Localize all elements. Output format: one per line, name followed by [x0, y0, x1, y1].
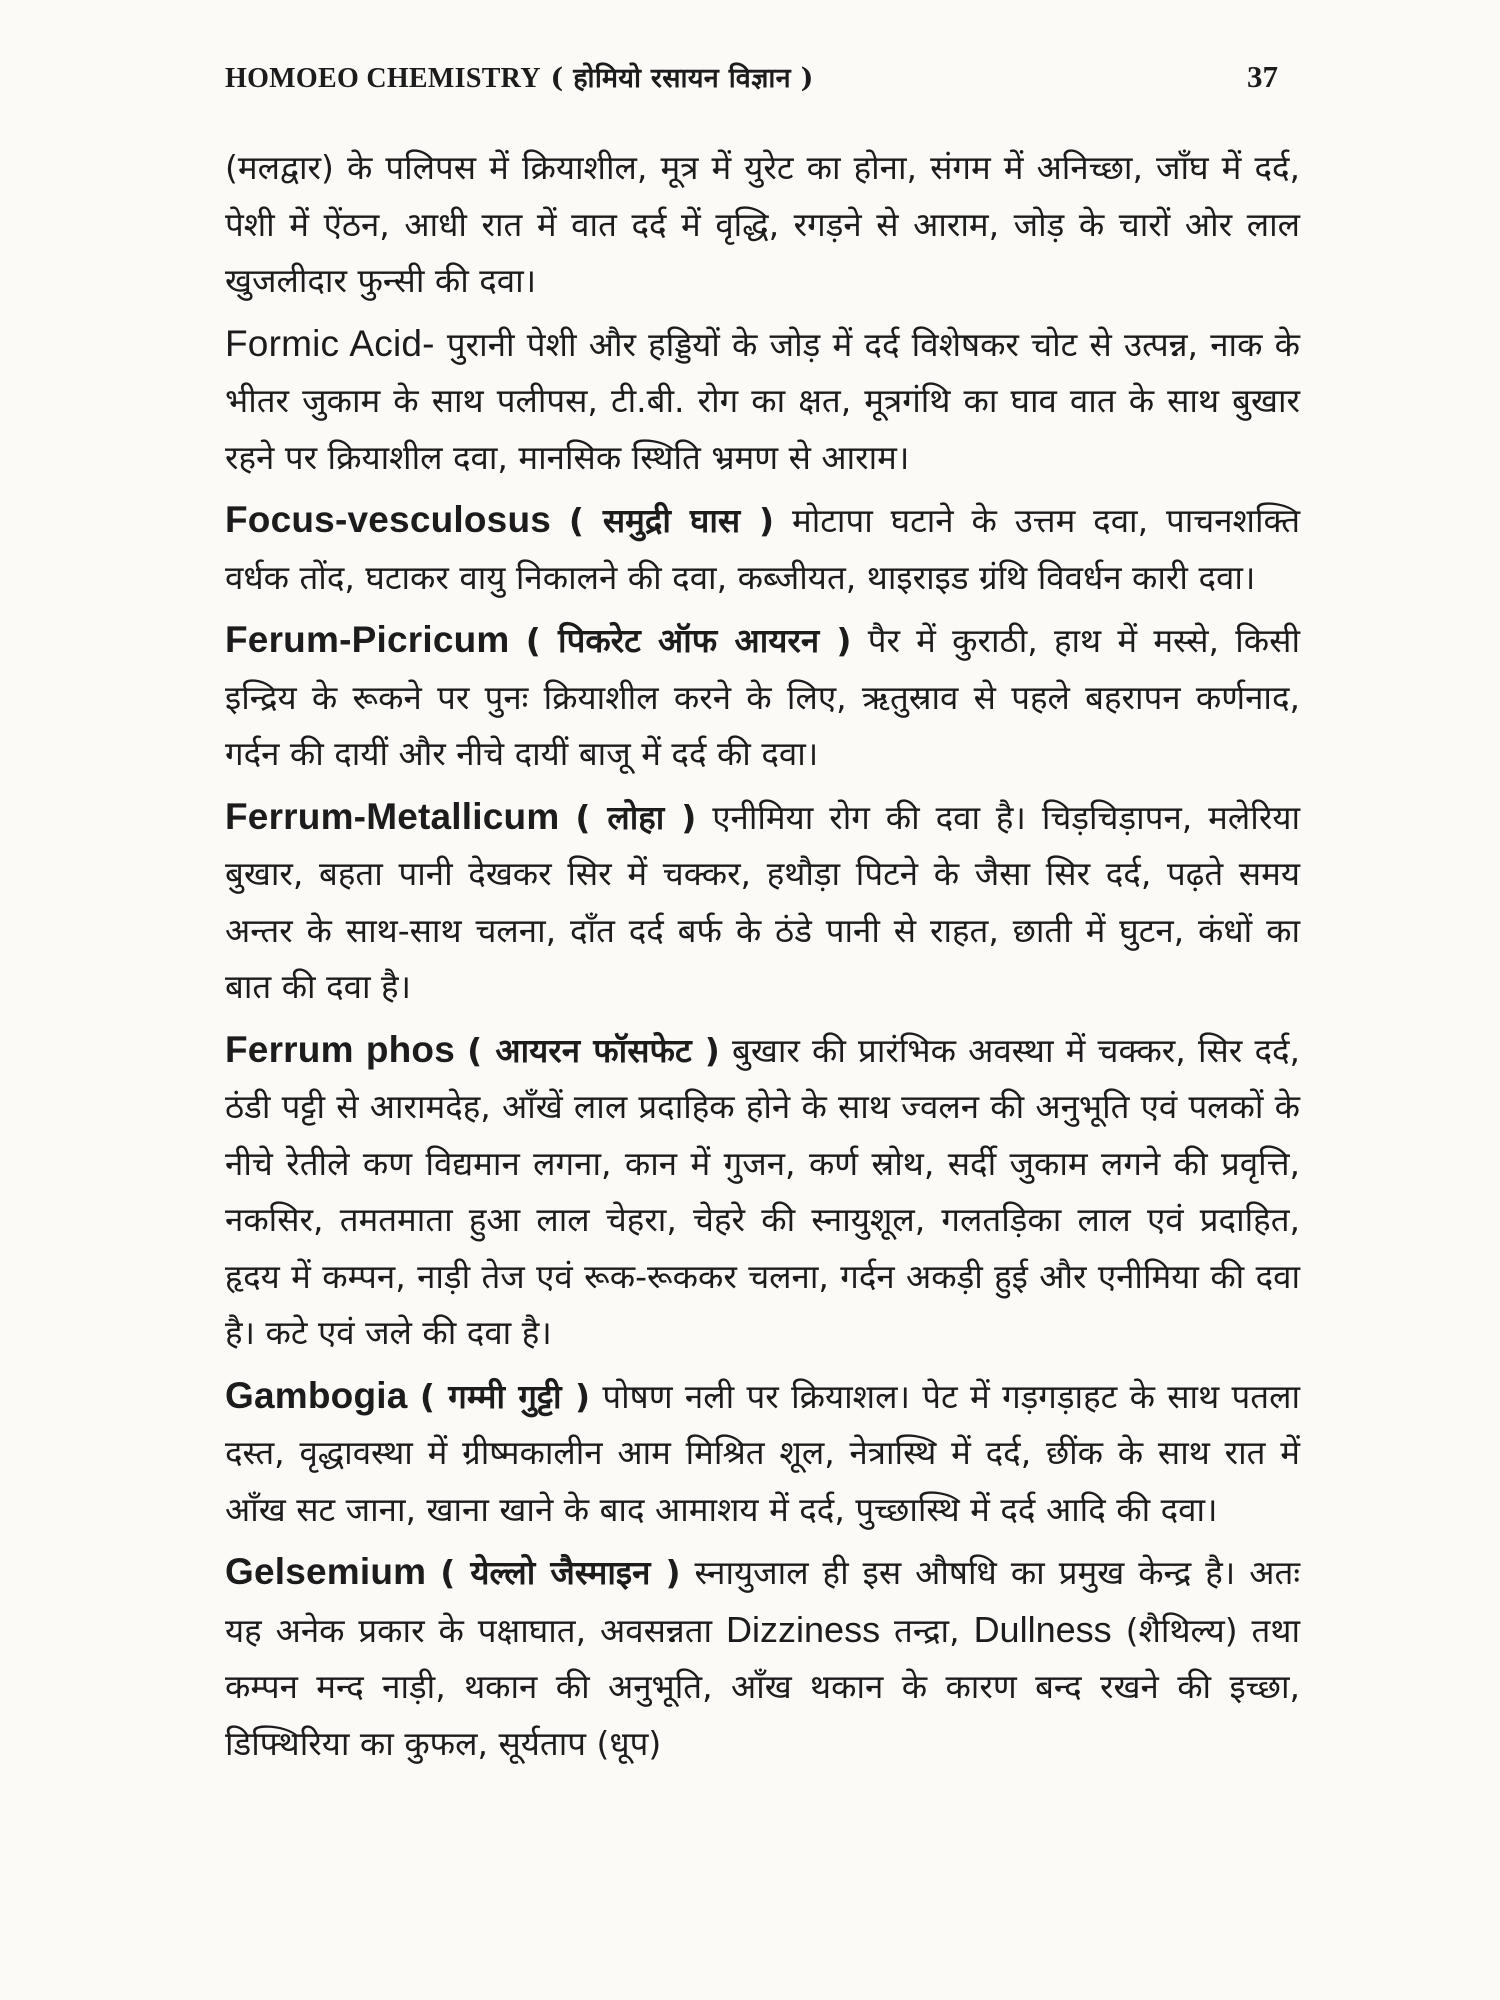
entry-text: बुखार की प्रारंभिक अवस्था में चक्कर, सिर दर्द, ठंडी पट्टी से आरामदेह, आँखें लाल प्रदाहिक होने के साथ ज्वलन की अनुभूति एवं पलकों के नीचे रेतीले कण विद्यमान लगना, कान में गुजन, कर्ण स्रोथ, सर्दी जुकाम लगने की प्रवृत्ति, नकसिर, तमतमाता हुआ लाल चेहरा, चेहरे की स्नायुशूल, गलतड़िका लाल एवं प्रदाहित, हृदय में कम्पन, नाड़ी तेज एवं रूक-रूककर चलना, गर्दन अकड़ी हुई और एनीमिया की दवा है। कटे एवं जले की दवा है।: [225, 1030, 1300, 1352]
running-title: [225, 58, 814, 95]
running-header: [225, 58, 1278, 95]
entry-term: Gelsemium: [225, 1551, 427, 1592]
intro-paragraph: (मलद्वार) के पलिपस में क्रियाशील, मूत्र में युरेट का होना, संगम में अनिच्छा, जाँघ में दर्द, पेशी में ऐंठन, आधी रात में वात दर्द में वृद्धि, रगड़ने से आराम, जोड़ के चारों ओर लाल खुजलीदार फुन्सी की दवा।: [225, 148, 1300, 300]
entry-inline-english: Dizziness: [726, 1608, 881, 1650]
entry-alt-name: ( लोहा ): [575, 797, 697, 837]
entry-formic-acid: [225, 316, 1300, 487]
entry-term: Ferrum phos: [225, 1028, 455, 1070]
entry-alt-name: ( समुद्री घास ): [568, 501, 775, 540]
body-text: [225, 140, 1300, 1980]
entry-term: Formic Acid-: [225, 322, 435, 364]
entry-text: मोटापा घटाने के उत्तम दवा, पाचनशक्ति वर्धक तोंद, घटाकर वायु निकालने की दवा, कब्जीयत, थाइराइड ग्रंथि विवर्धन कारी दवा।: [225, 501, 1300, 597]
entry-text: (शैथिल्य) तथा कम्पन मन्द नाड़ी, थकान की अनुभूति, आँख थकान के कारण बन्द रखने की इच्छा, डिफ्थिरिया का कुफल, सूर्यताप (धूप): [225, 1610, 1301, 1763]
entry-focus-vesculosus: [225, 492, 1300, 606]
entry-ferrum-metallicum: [225, 789, 1300, 1016]
entry-alt-name: ( गम्मी गुट्टी ): [419, 1376, 591, 1416]
entry-alt-name: ( पिकरेट ऑफ आयरन ): [525, 621, 852, 660]
entry-term: Ferum-Picricum: [225, 619, 510, 660]
entry-inline-english: Dullness: [973, 1608, 1112, 1650]
page-number: 37: [1247, 59, 1278, 94]
entry-term: Gambogia: [225, 1374, 408, 1416]
entry-ferum-picricum: [225, 612, 1300, 783]
entry-alt-name: ( येल्लो जैस्माइन ): [440, 1553, 681, 1592]
entry-text: पैर में कुराठी, हाथ में मस्से, किसी इन्द्रिय के रूकने पर पुनः क्रियाशील करने के लिए, ऋतुस्राव से पहले बहरापन कर्णनाद, गर्दन की दायीं और नीचे दायीं बाजू में दर्द की दवा।: [225, 621, 1300, 773]
entry-term: Focus-vesculosus: [225, 499, 552, 540]
running-title-english: HOMOEO CHEMISTRY: [225, 63, 541, 94]
entry-ferrum-phos: [225, 1022, 1300, 1362]
entry-gambogia: [225, 1368, 1300, 1539]
entry-text: तन्द्रा,: [894, 1610, 960, 1650]
entry-text: स्नायुजाल ही इस औषधि का प्रमुख केन्द्र है। अतः यह अनेक प्रकार के पक्षाघात, अवसन्नता: [225, 1553, 1301, 1650]
entry-gelsemium: [225, 1544, 1300, 1772]
entry-text: पोषण नली पर क्रियाशल। पेट में गड़गड़ाहट के साथ पतला दस्त, वृद्धावस्था में ग्रीष्मकालीन आम मिश्रित शूल, नेत्रास्थि में दर्द, छींक के साथ रात में आँख सट जाना, खाना खाने के बाद आमाशय में दर्द, पुच्छास्थि में दर्द आदि की दवा।: [225, 1376, 1300, 1529]
entry-alt-name: ( आयरन फॉसफेट ): [467, 1030, 720, 1070]
entry-term: Ferrum-Metallicum: [225, 795, 560, 837]
entry-text: एनीमिया रोग की दवा है। चिड़चिड़ापन, मलेरिया बुखार, बहता पानी देखकर सिर में चक्कर, हथौड़ा पिटने के जैसा सिर दर्द, पढ़ते समय अन्तर के साथ-साथ चलना, दाँत दर्द बर्फ के ठंडे पानी से राहत, छाती में घुटन, कंधों का बात की दवा है।: [225, 797, 1301, 1006]
entry-text: पुरानी पेशी और हड्डियों के जोड़ में दर्द विशेषकर चोट से उत्पन्न, नाक के भीतर जुकाम के साथ पलीपस, टी.बी. रोग का क्षत, मूत्रगंथि का घाव वात के साथ बुखार रहने पर क्रियाशील दवा, मानसिक स्थिति भ्रमण से आराम।: [225, 324, 1301, 477]
running-title-hindi: ( होमियो रसायन विज्ञान ): [550, 63, 814, 94]
